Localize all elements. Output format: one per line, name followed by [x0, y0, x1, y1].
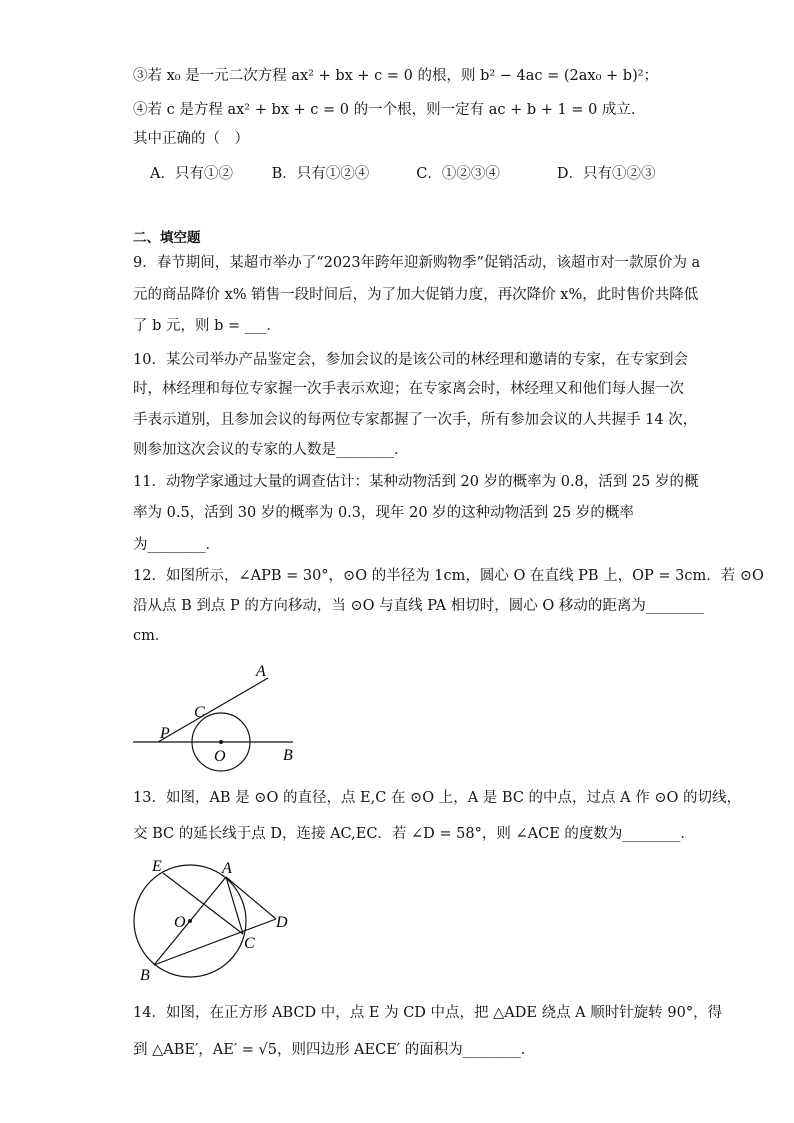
q11-line-1: 11．动物学家通过大量的调查估计：某种动物活到 20 岁的概率为 0.8，活到 25 岁的概 [133, 474, 699, 490]
option-d[interactable]: D．只有①②③ [556, 166, 656, 182]
q11-line-3: 为________． [133, 537, 220, 553]
q12-line-3: cm． [133, 628, 170, 644]
segment-ac [226, 877, 243, 934]
q10-line-2: 时，林经理和每位专家握一次手表示欢迎；在专家离会时，林经理又和他们每人握一次 [133, 381, 684, 397]
q13-line-1: 13．如图，AB 是 ⊙O 的直径，点 E,C 在 ⊙O 上，A 是 BC 的中点，过点 A 作 ⊙O 的切线， [133, 790, 741, 806]
q9-line-1: 9．春节期间，某超市举办了“2023年跨年迎新购物季”促销活动，该超市对一款原价为 a [133, 255, 701, 271]
q11-line-2: 率为 0.5，活到 30 岁的概率为 0.3，现年 20 岁的这种动物活到 25 岁的概率 [133, 505, 634, 521]
q10-line-1: 10．某公司举办产品鉴定会，参加会议的是该公司的林经理和邀请的专家，在专家到会 [133, 352, 688, 368]
line-pa [158, 678, 268, 742]
section-title: 二、填空题 [133, 230, 201, 246]
q10-line-3: 手表示道别，且参加会议的每两位专家都握了一次手，所有参加会议的人共握手 14 次， [133, 412, 698, 428]
label-e: E [152, 858, 162, 875]
q14-line-2: 到 △ABE′，AE′ = √5，则四边形 AECE′ 的面积为________． [133, 1042, 536, 1058]
label-o: O [174, 914, 186, 931]
option-b[interactable]: B．只有①②④ [271, 166, 370, 182]
q14-line-1: 14．如图，在正方形 ABCD 中，点 E 为 CD 中点，把 △ADE 绕点 A 顺时针旋转 90°，得 [133, 1005, 723, 1021]
q9-line-2: 元的商品降价 x% 销售一段时间后，为了加大促销力度，再次降价 x%，此时售价共降低 [133, 287, 699, 303]
label-o: O [214, 748, 226, 765]
q12-figure [128, 660, 308, 775]
option-a[interactable]: A．只有①② [150, 166, 233, 182]
item-4: ④若 c 是方程 ax² + bx + c = 0 的一个根，则一定有 ac + b + 1 = 0 成立． [133, 102, 646, 118]
q10-line-4: 则参加这次会议的专家的人数是________． [133, 442, 409, 458]
item-3: ③若 x₀ 是一元二次方程 ax² + bx + c = 0 的根，则 b² − 4ac = (2ax₀ + b)²； [133, 68, 659, 84]
label-a: A [222, 860, 232, 877]
answer-options [150, 162, 655, 183]
q12-line-2: 沿从点 B 到点 P 的方向移动，当 ⊙O 与直线 PA 相切时，圆心 O 移动的距离为________ [133, 598, 704, 614]
q13-figure [128, 855, 298, 985]
center-o-dot [219, 740, 223, 744]
label-d: D [276, 914, 288, 931]
label-a: A [256, 663, 266, 680]
center-o-dot [188, 919, 192, 923]
q13-line-2: 交 BC 的延长线于点 D，连接 AC,EC．若 ∠D = 58°，则 ∠ACE 的度数为________． [133, 826, 695, 842]
label-p: P [160, 725, 170, 742]
tangent-ad [226, 877, 276, 919]
label-c: C [244, 935, 255, 952]
question-prompt: 其中正确的（ ） [133, 131, 249, 147]
q12-line-1: 12．如图所示，∠APB = 30°，⊙O 的半径为 1cm，圆心 O 在直线 PB 上，OP = 3cm．若 ⊙O [133, 568, 764, 584]
option-c[interactable]: C．①②③④ [416, 166, 500, 182]
label-b: B [140, 967, 150, 984]
q9-line-3: 了 b 元，则 b = ___． [133, 318, 282, 334]
label-b: B [283, 747, 293, 764]
label-c: C [194, 704, 205, 721]
